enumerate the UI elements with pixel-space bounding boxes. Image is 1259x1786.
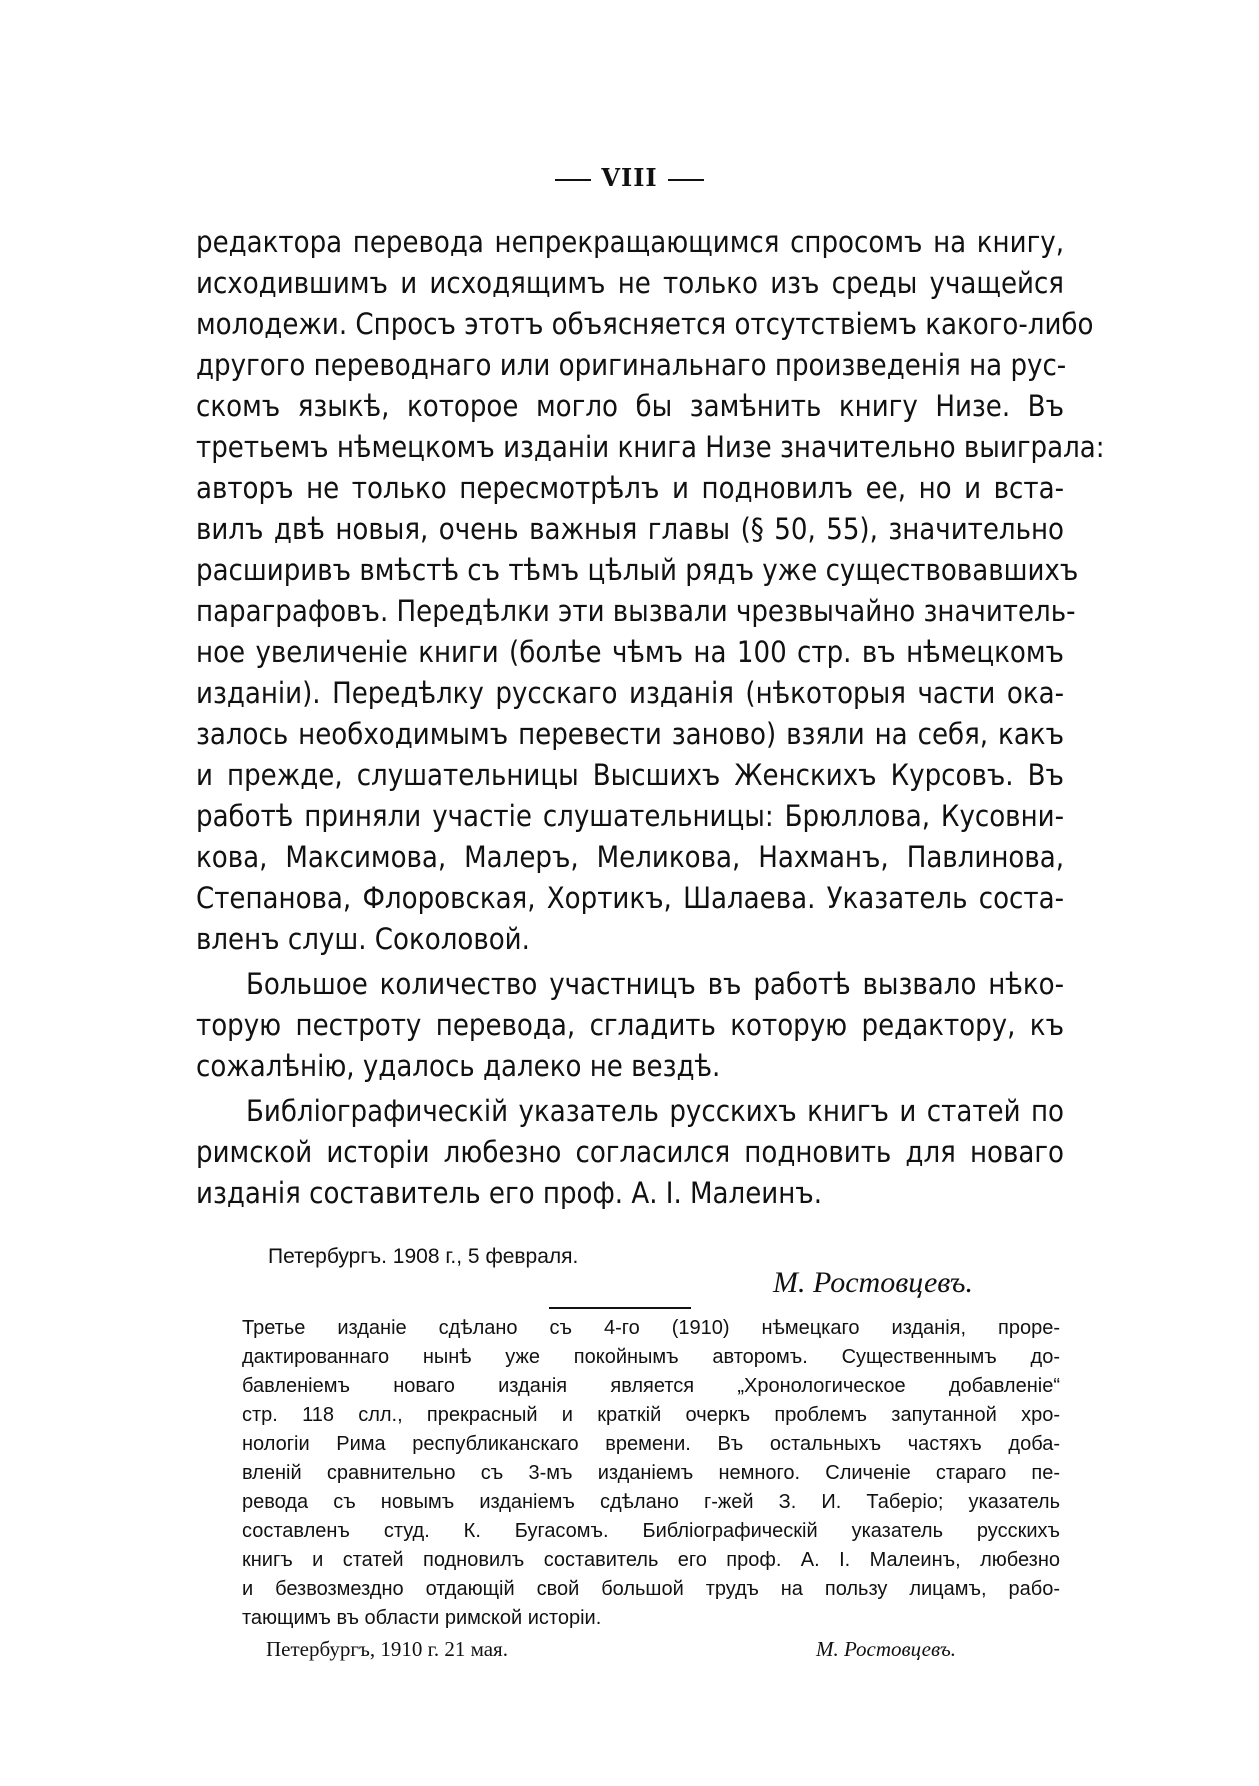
folio-dash-right	[668, 179, 704, 181]
text-line: изданіи). Передѣлку русскаго изданія (нѣкоторыя части ока-	[196, 676, 1064, 710]
note-line: стр. 118 слл., прекрасный и краткій очеркъ проблемъ запутанной хро-	[242, 1404, 1060, 1426]
place-date-1910: Петербургъ, 1910 г. 21 мая.	[266, 1637, 508, 1661]
folio-dash-left	[555, 179, 591, 181]
note-line: вленій сравнительно съ 3-мъ изданіемъ немного. Сличеніе стараго пе-	[242, 1462, 1060, 1484]
text-line: скомъ языкѣ, которое могло бы замѣнить книгу Низе. Въ	[196, 389, 1064, 423]
folio-text: VIII	[601, 163, 658, 192]
text-line: молодежи. Спросъ этотъ объясняется отсутствіемъ какого-либо	[196, 307, 1094, 341]
paragraph-1	[196, 222, 1105, 960]
note-line: составленъ студ. К. Бугасомъ. Библіографическій указатель русскихъ	[242, 1520, 1060, 1542]
paragraph-3-cont	[196, 1132, 1064, 1214]
note-line: бавленіемъ новаго изданія является „Хронологическое добавленіе“	[242, 1375, 1060, 1397]
page-number	[0, 163, 1259, 192]
note-line: Третье изданіе сдѣлано съ 4-го (1910) нѣмецкаго изданія, проре-	[242, 1317, 1060, 1339]
note-line: и безвозмездно отдающій свой большой трудъ на пользу лицамъ, рабо-	[242, 1578, 1060, 1600]
place-date-1908: Петербургъ. 1908 г., 5 февраля.	[268, 1245, 579, 1268]
note-line: книгъ и статей подновилъ составитель его проф. А. I. Малеинъ, любезно	[242, 1549, 1060, 1571]
text-line: кова, Максимова, Малеръ, Меликова, Нахманъ, Павлинова,	[196, 840, 1064, 874]
text-line: авторъ не только пересмотрѣлъ и подновилъ ее, но и вста-	[196, 471, 1064, 505]
text-line: и прежде, слушательницы Высшихъ Женскихъ Курсовъ. Въ	[196, 758, 1064, 792]
note-line: нологіи Рима республиканскаго времени. Въ остальныхъ частяхъ доба-	[242, 1433, 1060, 1455]
signature-note: М. Ростовцевъ.	[816, 1637, 956, 1661]
text-line: Библіографическій указатель русскихъ книгъ и статей по	[246, 1094, 1064, 1128]
text-line: редактора перевода непрекращающимся спросомъ на книгу,	[196, 225, 1064, 259]
paragraph-2-cont	[196, 1005, 1064, 1087]
text-line: Большое количество участницъ въ работѣ вызвало нѣко-	[246, 967, 1064, 1001]
note-line: ревода съ новымъ изданіемъ сдѣлано г-жей З. И. Таберіо; указатель	[242, 1491, 1060, 1513]
text-line: работѣ приняли участіе слушательницы: Брюллова, Кусовни-	[196, 799, 1064, 833]
text-line: третьемъ нѣмецкомъ изданіи книга Низе значительно выиграла:	[196, 430, 1105, 464]
text-line: торую пестроту перевода, сгладить которую редактору, къ	[196, 1008, 1064, 1042]
third-edition-note	[242, 1314, 1060, 1633]
text-line: другого переводнаго или оригинальнаго произведенія на рус-	[196, 348, 1067, 382]
paragraph-2	[196, 964, 1064, 1005]
text-line: параграфовъ. Передѣлки эти вызвали чрезвычайно значитель-	[196, 594, 1076, 628]
text-line: исходившимъ и исходящимъ не только изъ среды учащейся	[196, 266, 1064, 300]
text-line: расширивъ вмѣстѣ съ тѣмъ цѣлый рядъ уже существовавшихъ	[196, 553, 1079, 587]
text-line: вилъ двѣ новыя, очень важныя главы (§ 50, 55), значительно	[196, 512, 1064, 546]
text-line: вленъ слуш. Соколовой.	[196, 922, 530, 956]
note-line: дактированнаго нынѣ уже покойнымъ авторомъ. Существеннымъ до-	[242, 1346, 1060, 1368]
paragraph-3	[196, 1091, 1064, 1132]
text-line: изданія составитель его проф. А. I. Малеинъ.	[196, 1176, 822, 1210]
text-line: римской исторіи любезно согласился подновить для новаго	[196, 1135, 1064, 1169]
text-line: Степанова, Флоровская, Хортикъ, Шалаева. Указатель соста-	[196, 881, 1064, 915]
text-line: залось необходимымъ перевести заново) взяли на себя, какъ	[196, 717, 1064, 751]
text-line: ное увеличеніе книги (болѣе чѣмъ на 100 стр. въ нѣмецкомъ	[196, 635, 1064, 669]
signature-main: М. Ростовцевъ.	[773, 1266, 973, 1299]
text-line: сожалѣнію, удалось далеко не вездѣ.	[196, 1049, 721, 1083]
footnote-rule	[549, 1307, 691, 1309]
main-text	[196, 222, 1105, 1214]
note-line: тающимъ въ области римской исторіи.	[242, 1607, 602, 1629]
